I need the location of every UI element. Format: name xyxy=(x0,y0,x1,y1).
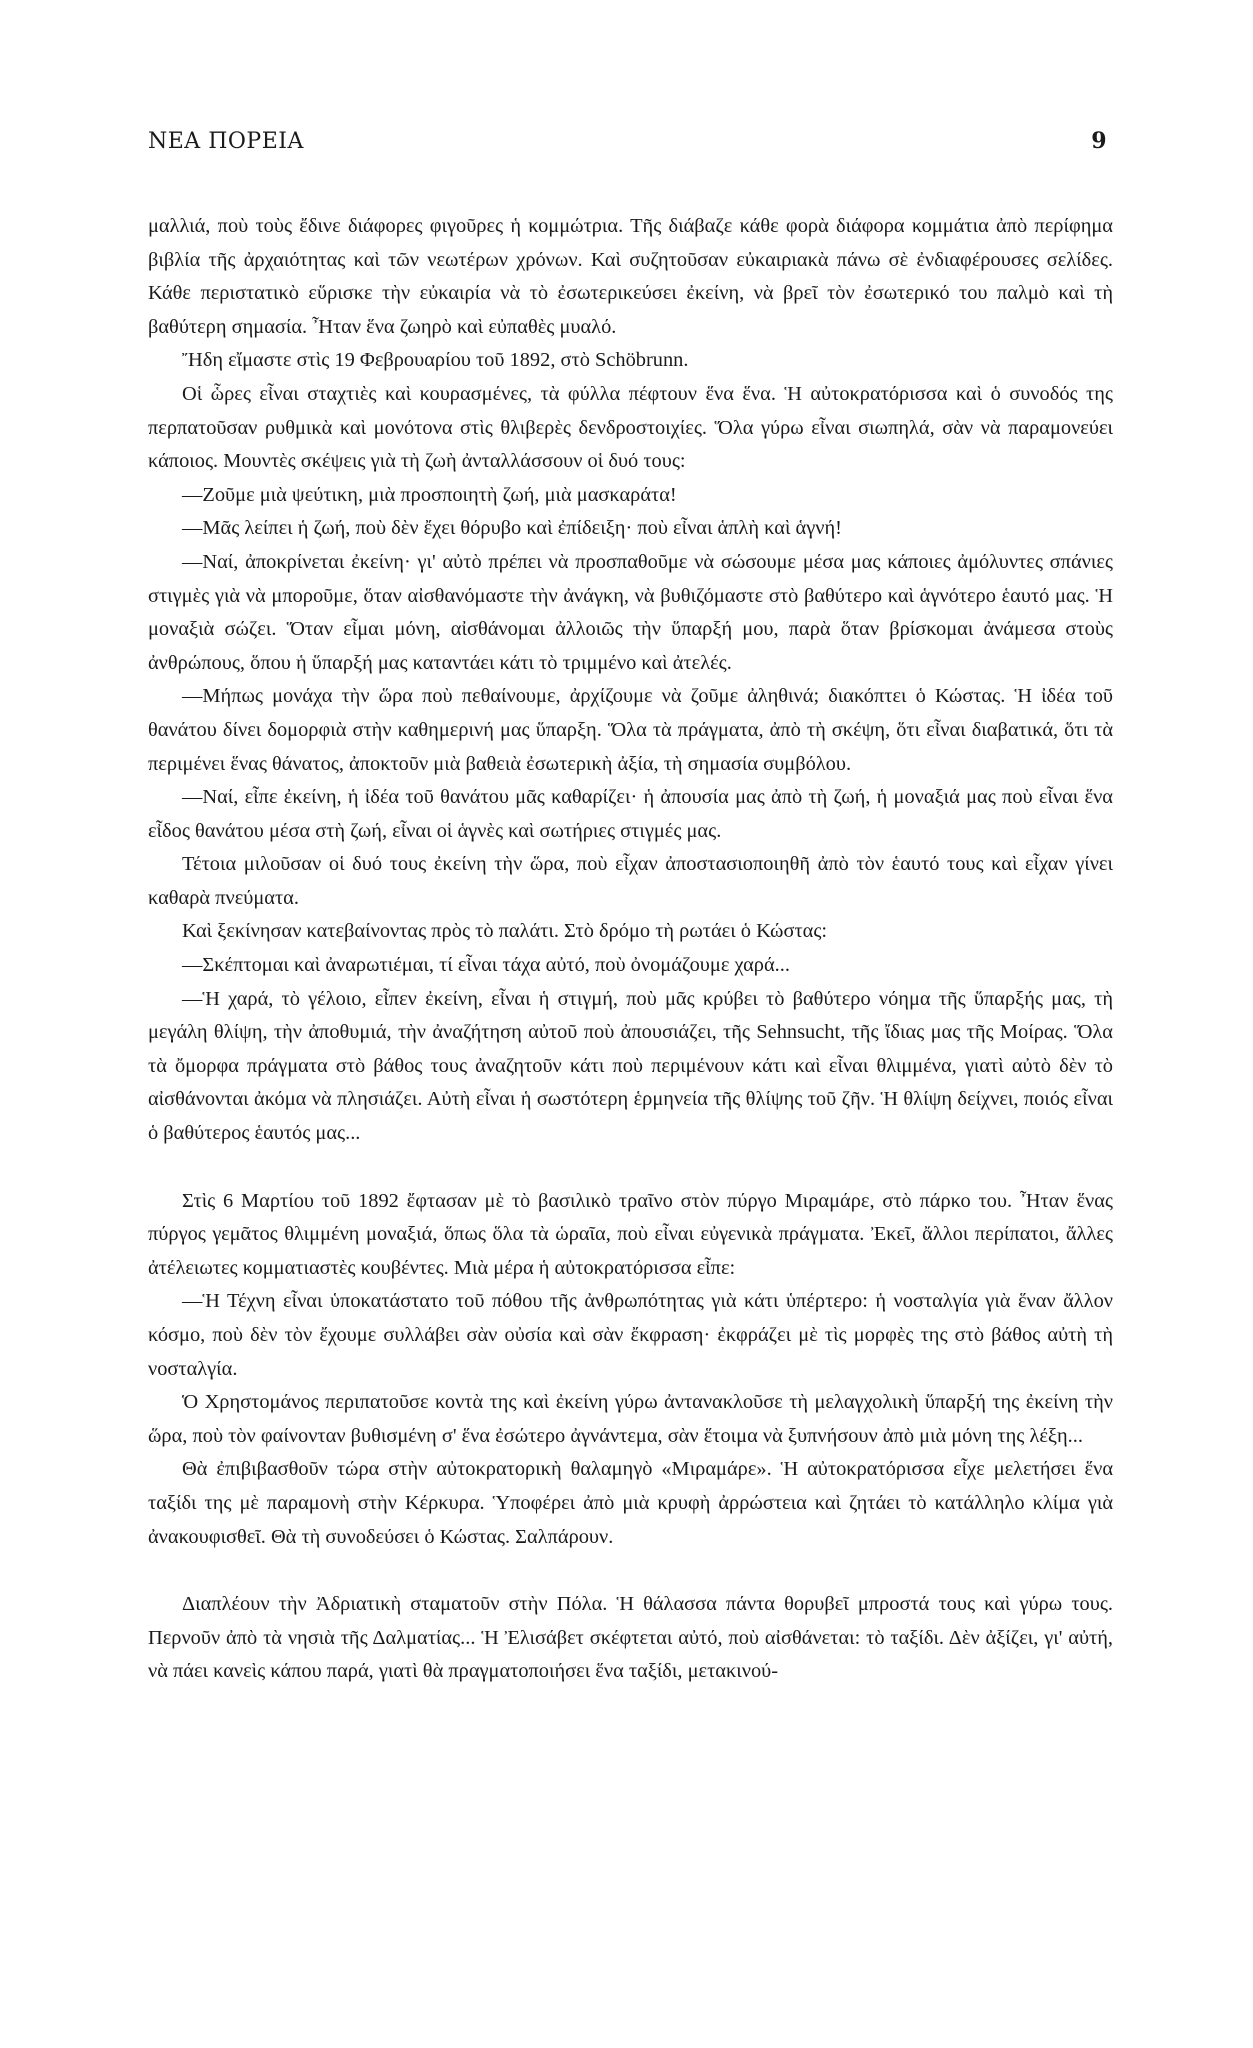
paragraph: Διαπλέουν τὴν Ἀδριατικὴ σταματοῦν στὴν Πόλα. Ἡ θάλασσα πάντα θορυβεῖ μπροστά τους καὶ γύρω τους. Περνοῦν ἀπὸ τὰ νησιὰ τῆς Δαλματίας... Ἡ Ἐλισάβετ σκέφτεται αὐτό, ποὺ αἰσθάνεται: τὸ ταξίδι. Δὲν ἀξίζει, γι' αὐτή, νὰ πάει κανεὶς κάπου παρά, γιατὶ θὰ πραγματοποιήσει ἕνα ταξίδι, μετακινού- xyxy=(148,1593,1113,1683)
article-body xyxy=(148,210,1113,1689)
document-page xyxy=(148,128,1113,2028)
paragraph: Ὁ Χρηστομάνος περιπατοῦσε κοντὰ της καὶ ἐκείνη γύρω ἀντανακλοῦσε τὴ μελαγχολικὴ ὕπαρξή της ἐκείνη τὴν ὥρα, ποὺ τὸν φαίνονταν βυθισμένη σ' ἕνα ἐσώτερο ἀγνάντεμα, σὰν ἕτοιμα νὰ ξυπνήσουν ἀπὸ μιὰ μόνη της λέξη... xyxy=(148,1391,1113,1447)
running-head xyxy=(148,128,1113,154)
paragraph: Ἤδη εἴμαστε στὶς 19 Φεβρουαρίου τοῦ 1892, στὸ Schöbrunn. xyxy=(182,349,689,372)
paragraph: μαλλιά, ποὺ τοὺς ἔδινε διάφορες φιγοῦρες ἡ κομμώτρια. Τῆς διάβαζε κάθε φορὰ διάφορα κομμάτια ἀπὸ περίφημα βιβλία τῆς ἀρχαιότητας καὶ τῶν νεωτέρων χρόνων. Καὶ συζητοῦσαν εὐκαιριακὰ πάνω σὲ ἐνδιαφέρουσες σελίδες. Κάθε περιστατικὸ εὕρισκε τὴν εὐκαιρία νὰ τὸ ἐσωτερικεύσει ἐκείνη, νὰ βρεῖ τὸν ἐσωτερικό του παλμὸ καὶ τὴ βαθύτερη σημασία. Ἦταν ἕνα ζωηρὸ καὶ εὐπαθὲς μυαλό. xyxy=(148,215,1113,338)
paragraph: Τέτοια μιλοῦσαν οἱ δυό τους ἐκείνη τὴν ὥρα, ποὺ εἶχαν ἀποστασιοποιηθῆ ἀπὸ τὸν ἑαυτό τους καὶ εἶχαν γίνει καθαρὰ πνεύματα. xyxy=(148,853,1113,909)
page-number: 9 xyxy=(1091,128,1107,154)
paragraph: —Ζοῦμε μιὰ ψεύτικη, μιὰ προσποιητὴ ζωή, μιὰ μασκαράτα! xyxy=(182,483,677,506)
paragraph: —Ναί, εἶπε ἐκείνη, ἡ ἰδέα τοῦ θανάτου μᾶς καθαρίζει· ἡ ἀπουσία μας ἀπὸ τὴ ζωή, ἡ μοναξιά μας ποὺ εἶναι ἕνα εἶδος θανάτου μέσα στὴ ζωή, εἶναι οἱ ἁγνὲς καὶ σωτήριες στιγμές μας. xyxy=(148,786,1113,842)
paragraph: —Μήπως μονάχα τὴν ὥρα ποὺ πεθαίνουμε, ἀρχίζουμε νὰ ζοῦμε ἀληθινά; διακόπτει ὁ Κώστας. Ἡ ἰδέα τοῦ θανάτου δίνει δομορφιὰ στὴν καθημερινή μας ὕπαρξη. Ὅλα τὰ πράγματα, ἀπὸ τὴ σκέψη, ὅτι εἶναι διαβατικά, ὅτι τὰ περιμένει ἕνας θάνατος, ἀποκτοῦν μιὰ βαθειὰ ἐσωτερικὴ ἀξία, τὴ σημασία συμβόλου. xyxy=(148,685,1113,775)
paragraph: —Σκέπτομαι καὶ ἀναρωτιέμαι, τί εἶναι τάχα αὐτό, ποὺ ὀνομάζουμε χαρά... xyxy=(182,954,790,977)
paragraph: Οἱ ὧρες εἶναι σταχτιὲς καὶ κουρασμένες, τὰ φύλλα πέφτουν ἕνα ἕνα. Ἡ αὐτοκρατόρισσα καὶ ὁ συνοδός της περπατοῦσαν ρυθμικὰ καὶ μονότονα στὶς θλιβερὲς δενδροστοιχίες. Ὅλα γύρω εἶναι σιωπηλά, σὰν νὰ παραμονεύει κάποιος. Μουντὲς σκέψεις γιὰ τὴ ζωὴ ἀνταλλάσσουν οἱ δυό τους: xyxy=(148,382,1113,473)
paragraph: Στὶς 6 Μαρτίου τοῦ 1892 ἔφτασαν μὲ τὸ βασιλικὸ τραῖνο στὸν πύργο Μιραμάρε, στὸ πάρκο του. Ἦταν ἕνας πύργος γεμᾶτος θλιμμένη μοναξιά, ὅπως ὅλα τὰ ὡραῖα, ποὺ εἶναι εὐγενικὰ πράγματα. Ἐκεῖ, ἄλλοι περίπατοι, ἄλλες ἀτέλειωτες κομματιαστὲς κουβέντες. Μιὰ μέρα ἡ αὐτοκρατόρισσα εἶπε: xyxy=(148,1189,1113,1279)
paragraph: —Ἡ χαρά, τὸ γέλοιο, εἶπεν ἐκείνη, εἶναι ἡ στιγμή, ποὺ μᾶς κρύβει τὸ βαθύτερο νόημα τῆς ὕπαρξής μας, τὴ μεγάλη θλίψη, τὴν ἀποθυμιά, τὴν ἀναζήτηση αὐτοῦ ποὺ ἀπουσιάζει, τῆς Sehnsucht, τῆς ἴδιας μας τῆς Μοίρας. Ὅλα τὰ ὄμορφα πράγματα στὸ βάθος τους ἀναζητοῦν κάτι ποὺ περιμένουν κάτι καὶ εἶναι θλιμμένα, γιατὶ αὐτὸ δὲν τὸ αἰσθάνονται ἀκόμα νὰ πλησιάζει. Αὐτὴ εἶναι ἡ σωστότερη ἑρμηνεία τῆς θλίψης τοῦ ζῆν. Ἡ θλίψη δείχνει, ποιός εἶναι ὁ βαθύτερος ἑαυτός μας... xyxy=(148,987,1113,1145)
paragraph: Θὰ ἐπιβιβασθοῦν τώρα στὴν αὐτοκρατορικὴ θαλαμηγὸ «Μιραμάρε». Ἡ αὐτοκρατόρισσα εἶχε μελετήσει ἕνα ταξίδι της μὲ παραμονὴ στὴν Κέρκυρα. Ὑποφέρει ἀπὸ μιὰ κρυφὴ ἀρρώστεια καὶ ζητάει τὸ κατάλληλο κλίμα γιὰ ἀνακουφισθεῖ. Θὰ τὴ συνοδεύσει ὁ Κώστας. Σαλπάρουν. xyxy=(148,1458,1113,1548)
paragraph: —Ἡ Τέχνη εἶναι ὑποκατάστατο τοῦ πόθου τῆς ἀνθρωπότητας γιὰ κάτι ὑπέρτερο: ἡ νοσταλγία γιὰ ἕναν ἄλλον κόσμο, ποὺ δὲν τὸν ἔχουμε συλλάβει σὰν οὐσία καὶ σὰν ἔκφραση· ἐκφράζει μὲ τὶς μορφὲς της στὸ βάθος αὐτὴ τὴ νοσταλγία. xyxy=(148,1290,1113,1380)
section-break xyxy=(148,1151,1113,1185)
paragraph: —Ναί, ἀποκρίνεται ἐκείνη· γι' αὐτὸ πρέπει νὰ προσπαθοῦμε νὰ σώσουμε μέσα μας κάποιες ἀμόλυντες σπάνιες στιγμὲς γιὰ νὰ μποροῦμε, ὅταν αἰσθανόμαστε τὴν ἀνάγκη, νὰ βυθιζόμαστε στὸ βαθύτερο καὶ ἁγνότερο ἑαυτό μας. Ἡ μοναξιὰ σώζει. Ὅταν εἶμαι μόνη, αἰσθάνομαι ἀλλοιῶς τὴν ὕπαρξή μου, παρὰ ὅταν βρίσκομαι ἀνάμεσα στοὺς ἀνθρώπους, ὅπου ἡ ὕπαρξή μας καταντάει κάτι τὸ τριμμένο καὶ ἀτελές. xyxy=(148,550,1113,674)
journal-title: ΝΕΑ ΠΟΡΕΙΑ xyxy=(148,129,304,154)
section-break xyxy=(148,1554,1113,1588)
paragraph: —Μᾶς λείπει ἡ ζωή, ποὺ δὲν ἔχει θόρυβο καὶ ἐπίδειξη· ποὺ εἶναι ἁπλὴ καὶ ἁγνή! xyxy=(182,517,842,540)
paragraph: Καὶ ξεκίνησαν κατεβαίνοντας πρὸς τὸ παλάτι. Στὸ δρόμο τὴ ρωτάει ὁ Κώστας: xyxy=(182,920,828,943)
